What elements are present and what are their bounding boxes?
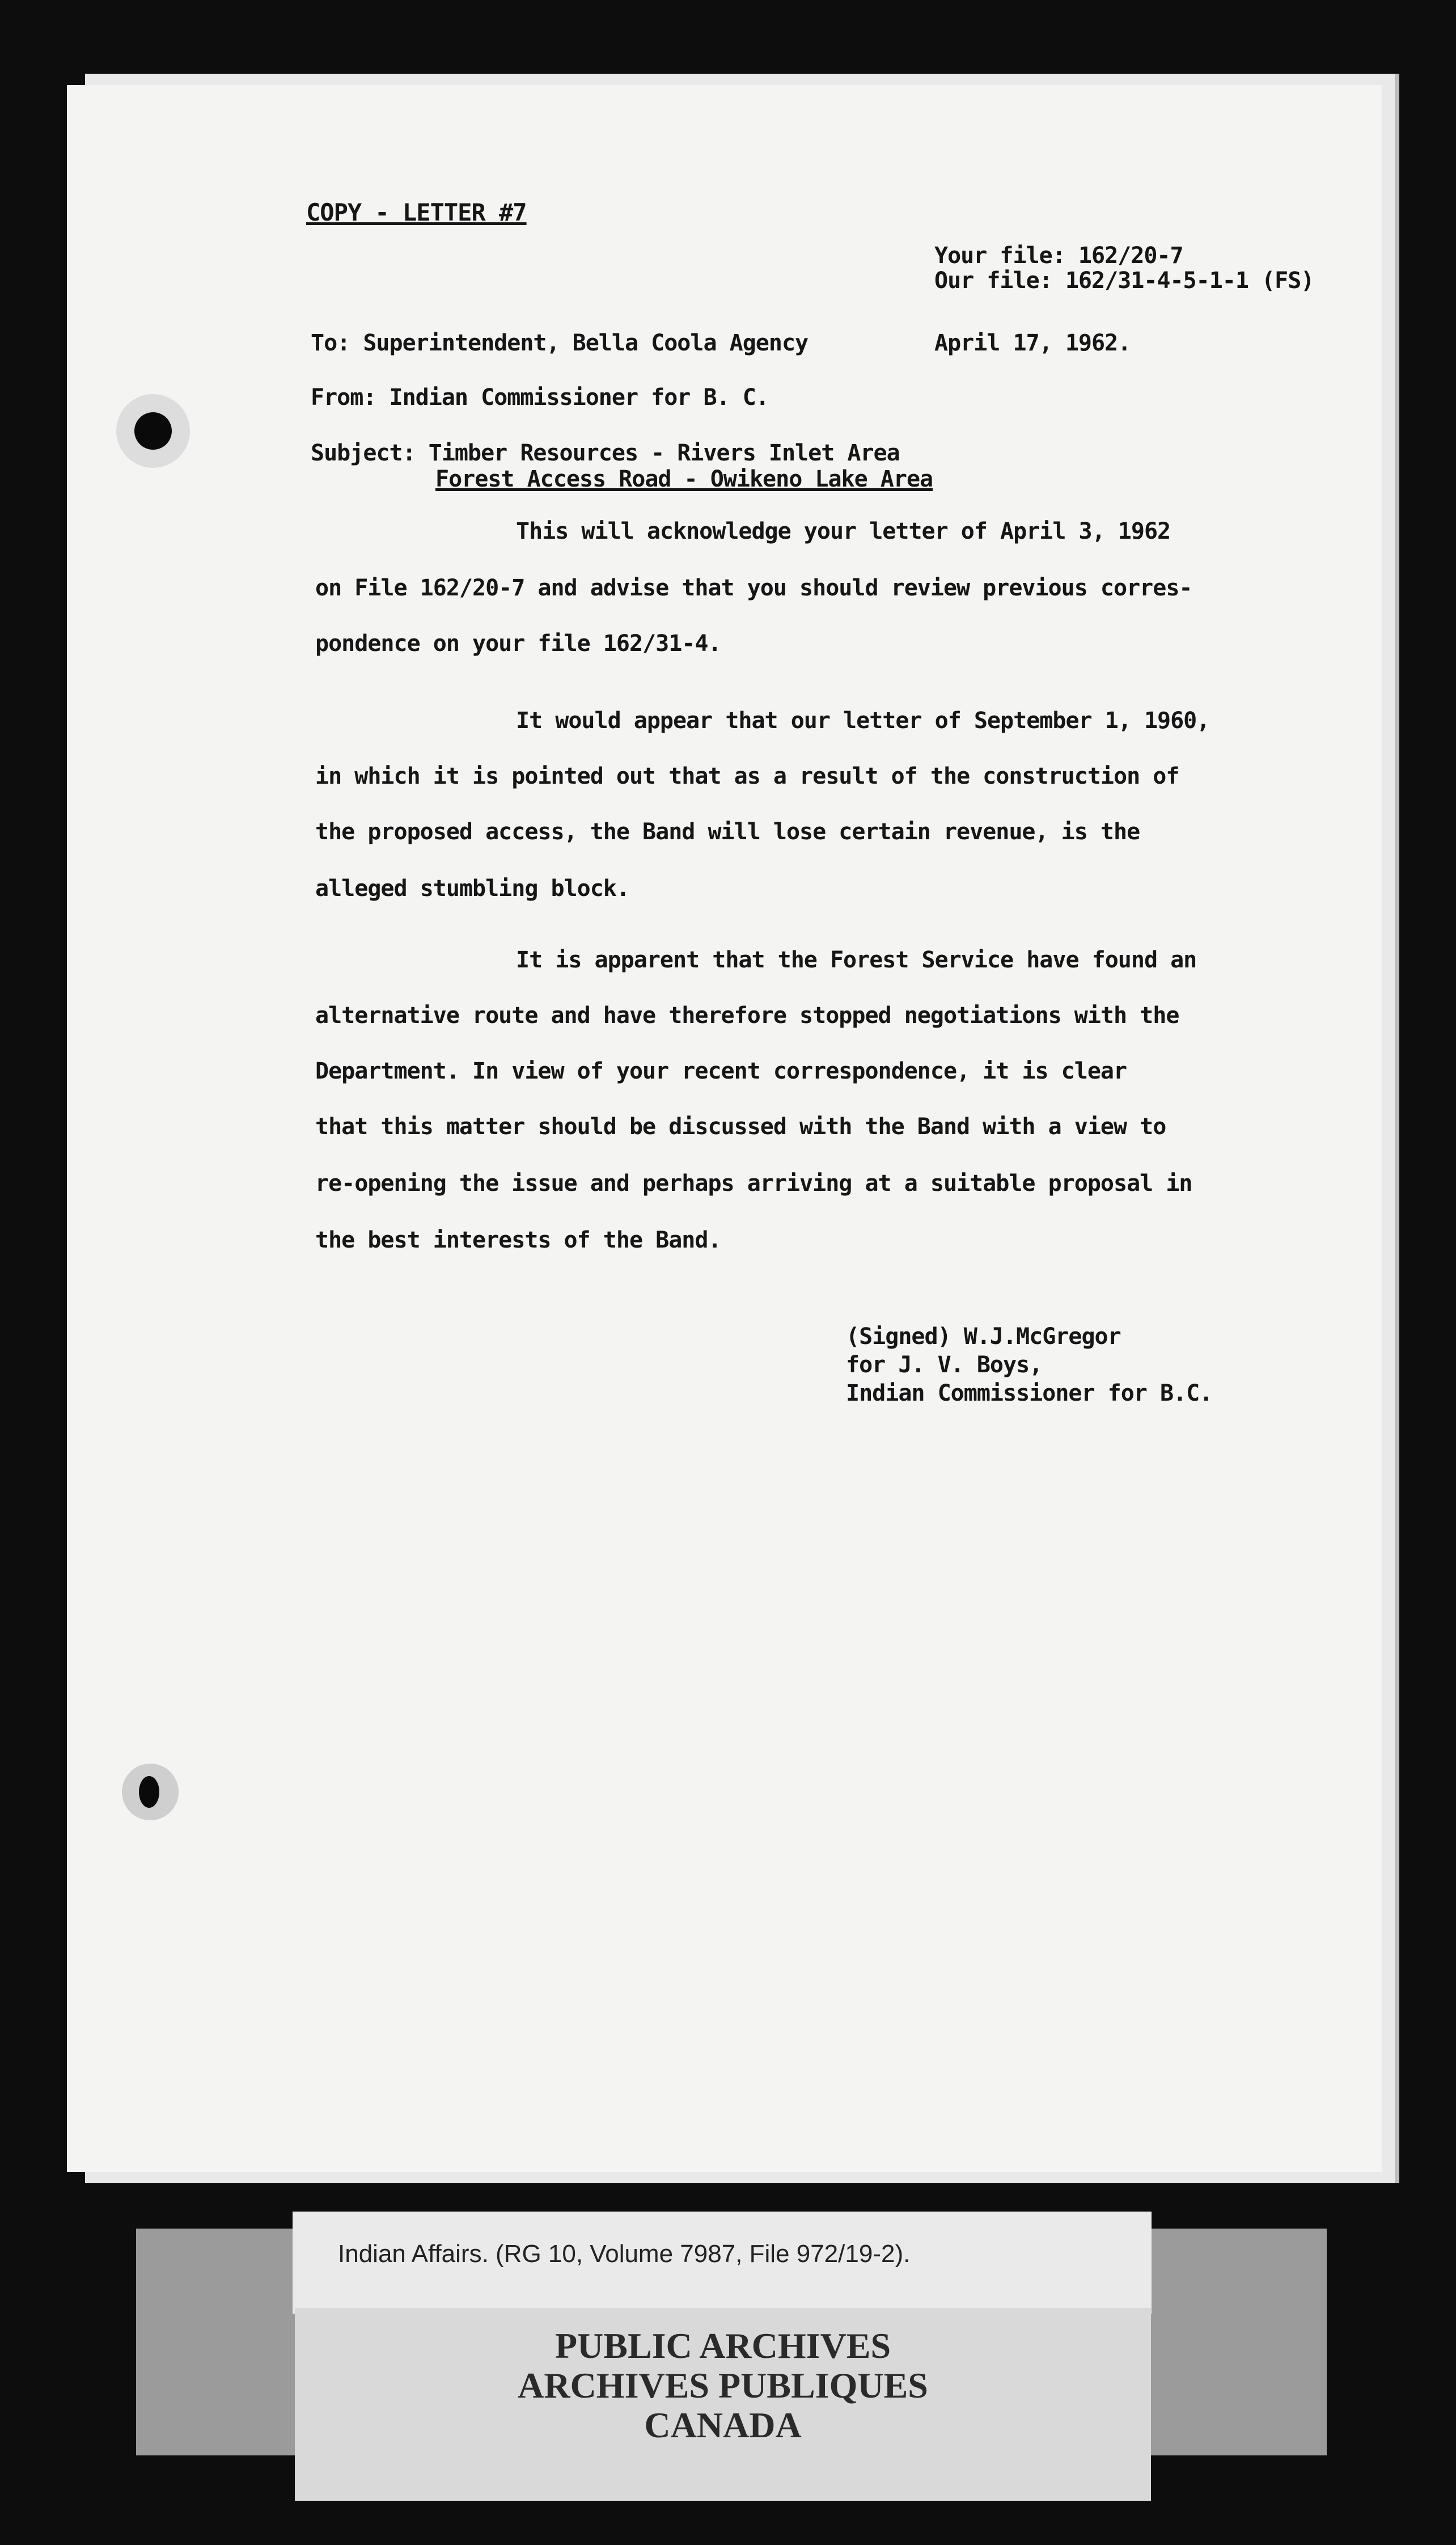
letter-heading: COPY - LETTER #7 [306,198,527,226]
recipient: To: Superintendent, Bella Coola Agency [311,330,809,356]
body-line: Department. In view of your recent correspondence, it is clear [315,1058,1127,1084]
body-line: in which it is pointed out that as a result of the construction of [315,763,1179,789]
body-line: It is apparent that the Forest Service have found an [516,947,1197,973]
signature-line-2: for J. V. Boys, [846,1352,1043,1378]
letter-date: April 17, 1962. [934,330,1131,356]
body-line: This will acknowledge your letter of April 3, 1962 [516,518,1171,544]
stamp-line-2: ARCHIVES PUBLIQUES [518,2365,928,2406]
stamp-line-3: CANADA [644,2405,802,2445]
signature-line-1: (Signed) W.J.McGregor [846,1324,1121,1350]
body-line: alternative route and have therefore stopped negotiations with the [315,1003,1179,1029]
body-line: re-opening the issue and perhaps arriving at a suitable proposal in [315,1170,1192,1197]
archive-caption: Indian Affairs. (RG 10, Volume 7987, File 972/19-2). [338,2240,911,2268]
subject-line-1: Subject: Timber Resources - Rivers Inlet Area [311,440,900,466]
punch-hole-bottom [122,1764,179,1820]
body-line: alleged stumbling block. [315,876,629,902]
sender: From: Indian Commissioner for B. C. [311,384,769,411]
signature-line-3: Indian Commissioner for B.C. [846,1380,1213,1406]
body-line: pondence on your file 162/31-4. [315,631,721,657]
body-line: on File 162/20-7 and advise that you should review previous corres- [315,575,1192,601]
body-line: It would appear that our letter of September 1, 1960, [516,708,1210,734]
our-file-ref: Our file: 162/31-4-5-1-1 (FS) [934,268,1314,294]
punch-hole-top [116,394,190,468]
body-line: that this matter should be discussed with the Band with a view to [315,1114,1166,1140]
subject-line-2: Forest Access Road - Owikeno Lake Area [435,466,933,492]
stamp-line-1: PUBLIC ARCHIVES [555,2326,891,2366]
body-line: the proposed access, the Band will lose certain revenue, is the [315,819,1140,845]
body-line: the best interests of the Band. [315,1227,721,1253]
your-file-ref: Your file: 162/20-7 [934,243,1183,269]
